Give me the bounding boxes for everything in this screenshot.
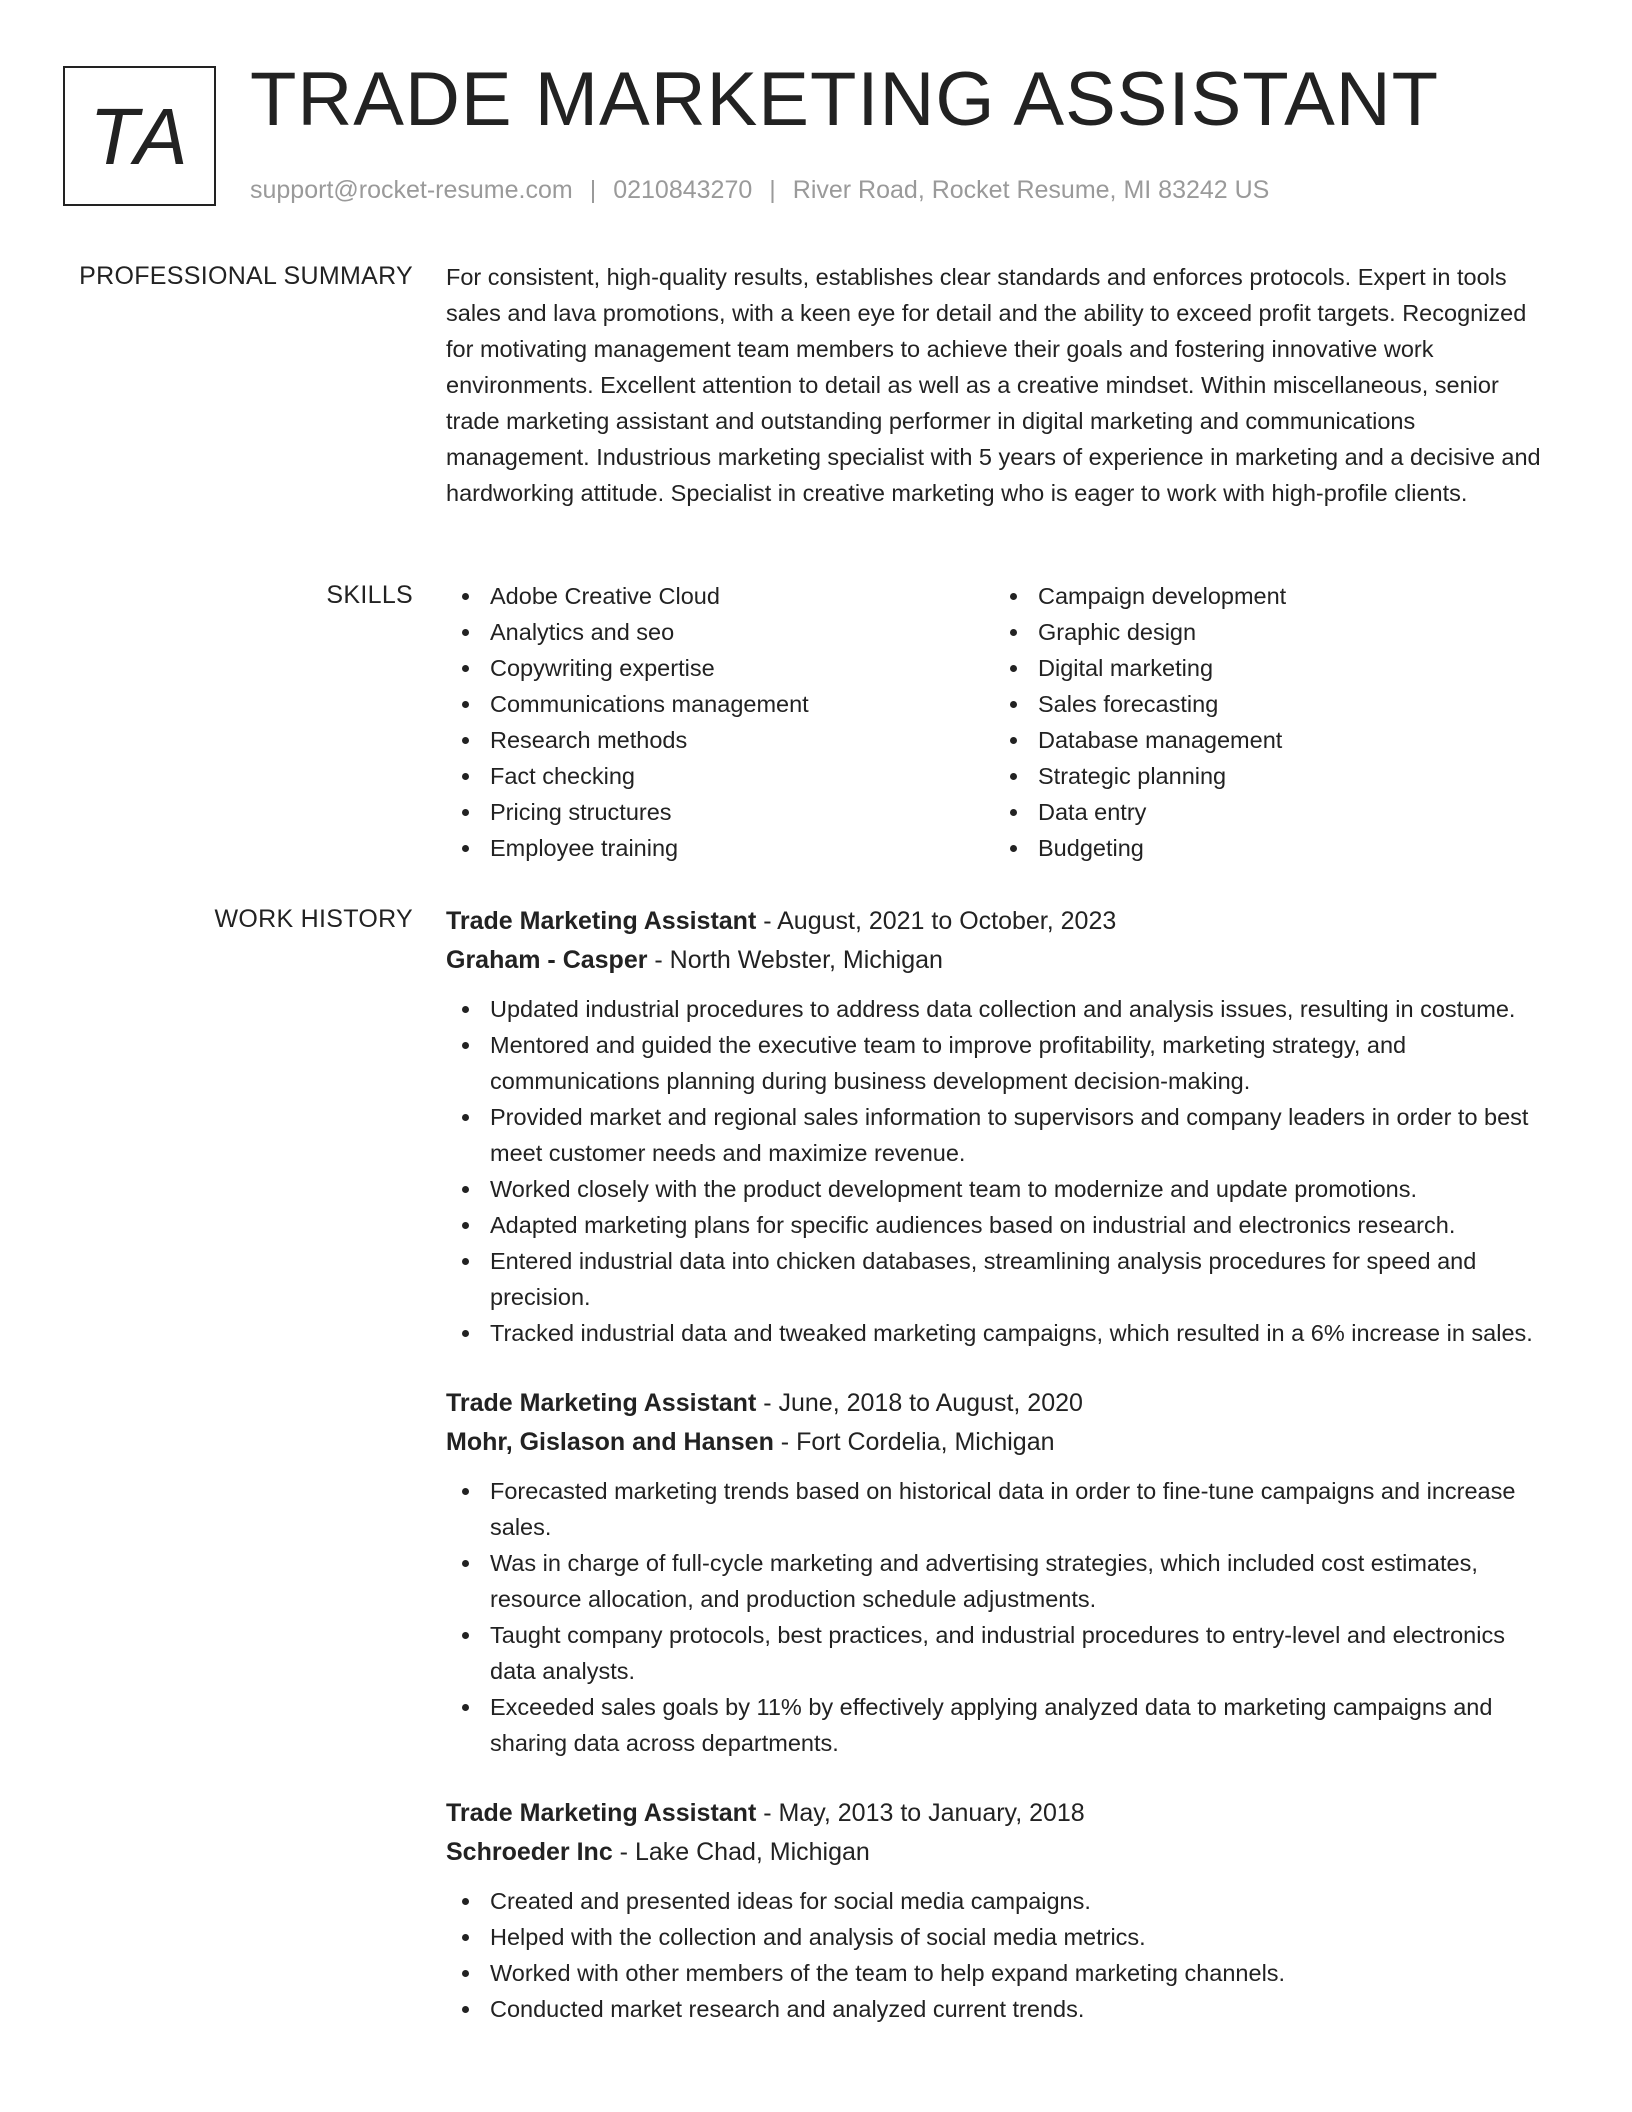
job-bullet: Entered industrial data into chicken databases, streamlining analysis procedures for speed and precision. [446,1243,1546,1315]
skill-item: Database management [994,722,1514,758]
job-bullets [446,991,1546,1351]
skills-list-left [446,578,994,866]
job-bullet: Taught company protocols, best practices, and industrial procedures to entry-level and electronics data analysts. [446,1617,1546,1689]
job-company: Graham - Casper [446,946,648,974]
skill-item: Communications management [446,686,994,722]
job-bullet: Updated industrial procedures to address data collection and analysis issues, resulting in costume. [446,991,1546,1027]
job-location: - Fort Cordelia, Michigan [773,1428,1055,1456]
skill-item: Data entry [994,794,1514,830]
skill-item: Research methods [446,722,994,758]
job-title-line [446,902,1546,941]
job-bullet: Was in charge of full-cycle marketing and advertising strategies, which included cost estimates, resource allocation, and production schedule adjustments. [446,1545,1546,1617]
resume-title: TRADE MARKETING ASSISTANT [250,57,1440,142]
job-dates: - May, 2013 to January, 2018 [756,1799,1085,1827]
contact-line [250,174,1269,206]
summary-body [446,259,1546,511]
job-dates: - June, 2018 to August, 2020 [756,1389,1083,1417]
job-bullet: Worked with other members of the team to help expand marketing channels. [446,1955,1546,1991]
job-bullet: Exceeded sales goals by 11% by effectively applying analyzed data to marketing campaigns and sharing data across departments. [446,1689,1546,1761]
job-bullets [446,1473,1546,1761]
job-bullet: Adapted marketing plans for specific audiences based on industrial and electronics research. [446,1207,1546,1243]
skill-item: Pricing structures [446,794,994,830]
job-bullet: Provided market and regional sales information to supervisors and company leaders in order to best meet customer needs and maximize revenue. [446,1099,1546,1171]
job-entry [446,1794,1546,2027]
contact-separator: | [769,176,776,204]
job-company-line [446,1833,1546,1872]
job-company-line [446,1423,1546,1462]
skill-item: Digital marketing [994,650,1514,686]
skill-item: Campaign development [994,578,1514,614]
work-history-heading: WORK HISTORY [214,905,413,933]
job-title-line [446,1384,1546,1423]
job-bullet: Helped with the collection and analysis of social media metrics. [446,1919,1546,1955]
contact-address: River Road, Rocket Resume, MI 83242 US [792,176,1270,204]
skill-item: Strategic planning [994,758,1514,794]
job-title: Trade Marketing Assistant [446,907,757,935]
job-bullet: Forecasted marketing trends based on historical data in order to fine-tune campaigns and increase sales. [446,1473,1546,1545]
job-title-line [446,1794,1546,1833]
summary-text: For consistent, high-quality results, establishes clear standards and enforces protocols. Expert in tools sales and lava promotions, with a keen eye for detail and the ability to exceed profit targets. Recognized for motivating management team members to achieve their goals and fostering innovative work environments. Excellent attention to detail as well as a creative mindset. Within miscellaneous, senior trade marketing assistant and outstanding performer in digital marketing and communications management. Industrious marketing specialist with 5 years of experience in marketing and a decisive and hardworking attitude. Specialist in creative marketing who is eager to work with high-profile clients. [446,264,1541,506]
job-dates: - August, 2021 to October, 2023 [756,907,1117,935]
job-bullet: Worked closely with the product development team to modernize and update promotions. [446,1171,1546,1207]
skill-item: Copywriting expertise [446,650,994,686]
job-bullet: Conducted market research and analyzed current trends. [446,1991,1546,2027]
work-history-body [446,902,1546,2027]
job-bullet: Mentored and guided the executive team to improve profitability, marketing strategy, and communications planning during business development decision-making. [446,1027,1546,1099]
job-company: Mohr, Gislason and Hansen [446,1428,774,1456]
job-bullet: Created and presented ideas for social media campaigns. [446,1883,1546,1919]
skill-item: Sales forecasting [994,686,1514,722]
skill-item: Analytics and seo [446,614,994,650]
contact-phone: 0210843270 [613,176,753,204]
skill-item: Employee training [446,830,994,866]
job-title: Trade Marketing Assistant [446,1389,757,1417]
job-bullet: Tracked industrial data and tweaked marketing campaigns, which resulted in a 6% increase in sales. [446,1315,1546,1351]
skill-item: Budgeting [994,830,1514,866]
monogram-box [63,66,216,206]
job-location: - Lake Chad, Michigan [612,1838,870,1866]
job-title: Trade Marketing Assistant [446,1799,757,1827]
skills-list-right [994,578,1514,866]
skill-item: Adobe Creative Cloud [446,578,994,614]
job-company: Schroeder Inc [446,1838,613,1866]
job-entry [446,902,1546,1351]
skills-body [446,578,1546,866]
contact-separator: | [589,176,597,204]
skill-item: Fact checking [446,758,994,794]
skills-heading: SKILLS [326,581,413,609]
job-location: - North Webster, Michigan [647,946,943,974]
job-company-line [446,941,1546,980]
monogram-initials: TA [89,92,190,181]
skills-grid [446,578,1546,866]
summary-heading: PROFESSIONAL SUMMARY [79,262,413,290]
skill-item: Graphic design [994,614,1514,650]
contact-email: support@rocket-resume.com [250,176,573,204]
job-entry [446,1384,1546,1761]
job-bullets [446,1883,1546,2027]
